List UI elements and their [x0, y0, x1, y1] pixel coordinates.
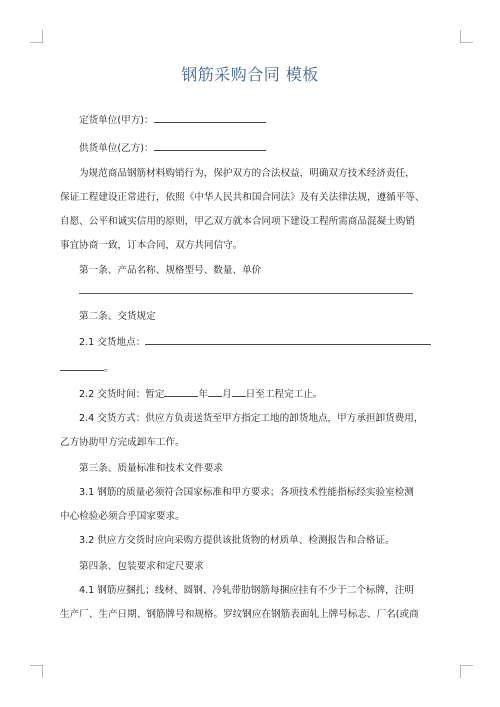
party-b-label: 供货单位(乙方)： [79, 143, 154, 154]
party-b-line [60, 140, 450, 155]
delivery-location-blank-continued[interactable] [60, 360, 104, 371]
article-4-heading: 第四条、包装要求和定尺要求 [79, 561, 204, 572]
party-a-label: 定货单位(甲方)： [79, 115, 154, 126]
party-a-line [60, 112, 450, 127]
preamble [60, 167, 450, 252]
article-1-blank-line[interactable] [79, 293, 413, 294]
clause-3-1-line: 3.1 钢筋的质量必须符合国家标准和甲方要求；各项技术性能指标经实验室检测 [79, 487, 414, 498]
clause-2-1-continued [60, 360, 450, 375]
crop-mark-top-left [30, 30, 43, 43]
clause-4-1-line: 4.1 钢筋应捆扎；线材、圆钢、冷轧带肋钢筋每捆应挂有不少于二个标牌，注明 [79, 585, 414, 596]
clause-2-1-end: 。 [104, 363, 114, 374]
clause-2-2-suffix: 日至工程完工止。 [245, 389, 323, 400]
delivery-location-blank[interactable] [145, 334, 431, 345]
party-b-blank[interactable] [154, 140, 266, 151]
delivery-day-blank[interactable] [232, 386, 246, 397]
month-label: 月 [222, 389, 232, 400]
party-a-blank[interactable] [154, 112, 266, 123]
clause-2-2 [60, 386, 450, 401]
clause-4-1-line: 生产厂、生产日期、钢筋牌号和规格。罗纹钢应在钢筋表面轧上牌号标志、厂名(或商 [60, 609, 419, 620]
crop-mark-bottom-right [460, 665, 473, 678]
preamble-line: 事宜协商一致，订本合同，双方共同信守。 [60, 240, 243, 251]
delivery-year-blank[interactable] [164, 386, 198, 397]
year-label: 年 [198, 389, 209, 400]
clause-2-1-label: 2.1 交货地点： [79, 337, 146, 348]
delivery-month-blank[interactable] [208, 386, 222, 397]
crop-mark-bottom-left [30, 665, 43, 678]
clause-2-2-prefix: 2.2 交货时间：暂定 [79, 389, 165, 400]
preamble-line: 为规范商品钢筋材料购销行为，保护双方的合法权益，明确双方技术经济责任， [79, 168, 415, 179]
document-title: 钢筋采购合同 模板 [181, 65, 319, 84]
preamble-line: 自愿、公平和诚实信用的原则，甲乙双方就本合同项下建设工程所需商品混凝土购销 [60, 216, 415, 227]
contract-body [60, 112, 450, 621]
article-2-heading: 第二条、交货规定 [79, 311, 156, 322]
article-3-heading: 第三条、质量标准和技术文件要求 [79, 463, 223, 474]
crop-mark-top-right [460, 30, 473, 43]
clause-3-1-line: 中心检验必须合乎国家要求。 [60, 511, 185, 522]
clause-3-2: 3.2 供应方交货时应向采购方提供该批货物的材质单、检测报告和合格证。 [79, 535, 395, 546]
clause-2-1 [60, 334, 450, 349]
article-1-heading: 第一条、产品名称、规格型号、数量、单价 [79, 265, 262, 276]
preamble-line: 保证工程建设正常进行，依照《中华人民共和国合同法》及有关法律法规，遵循平等、 [60, 192, 425, 203]
clause-2-4-line: 2.4 交货方式：供应方负责送货至甲方指定工地的卸货地点，甲方承担卸货费用， [79, 413, 424, 424]
clause-2-4-line: 乙方协助甲方完成卸车工作。 [60, 437, 185, 448]
